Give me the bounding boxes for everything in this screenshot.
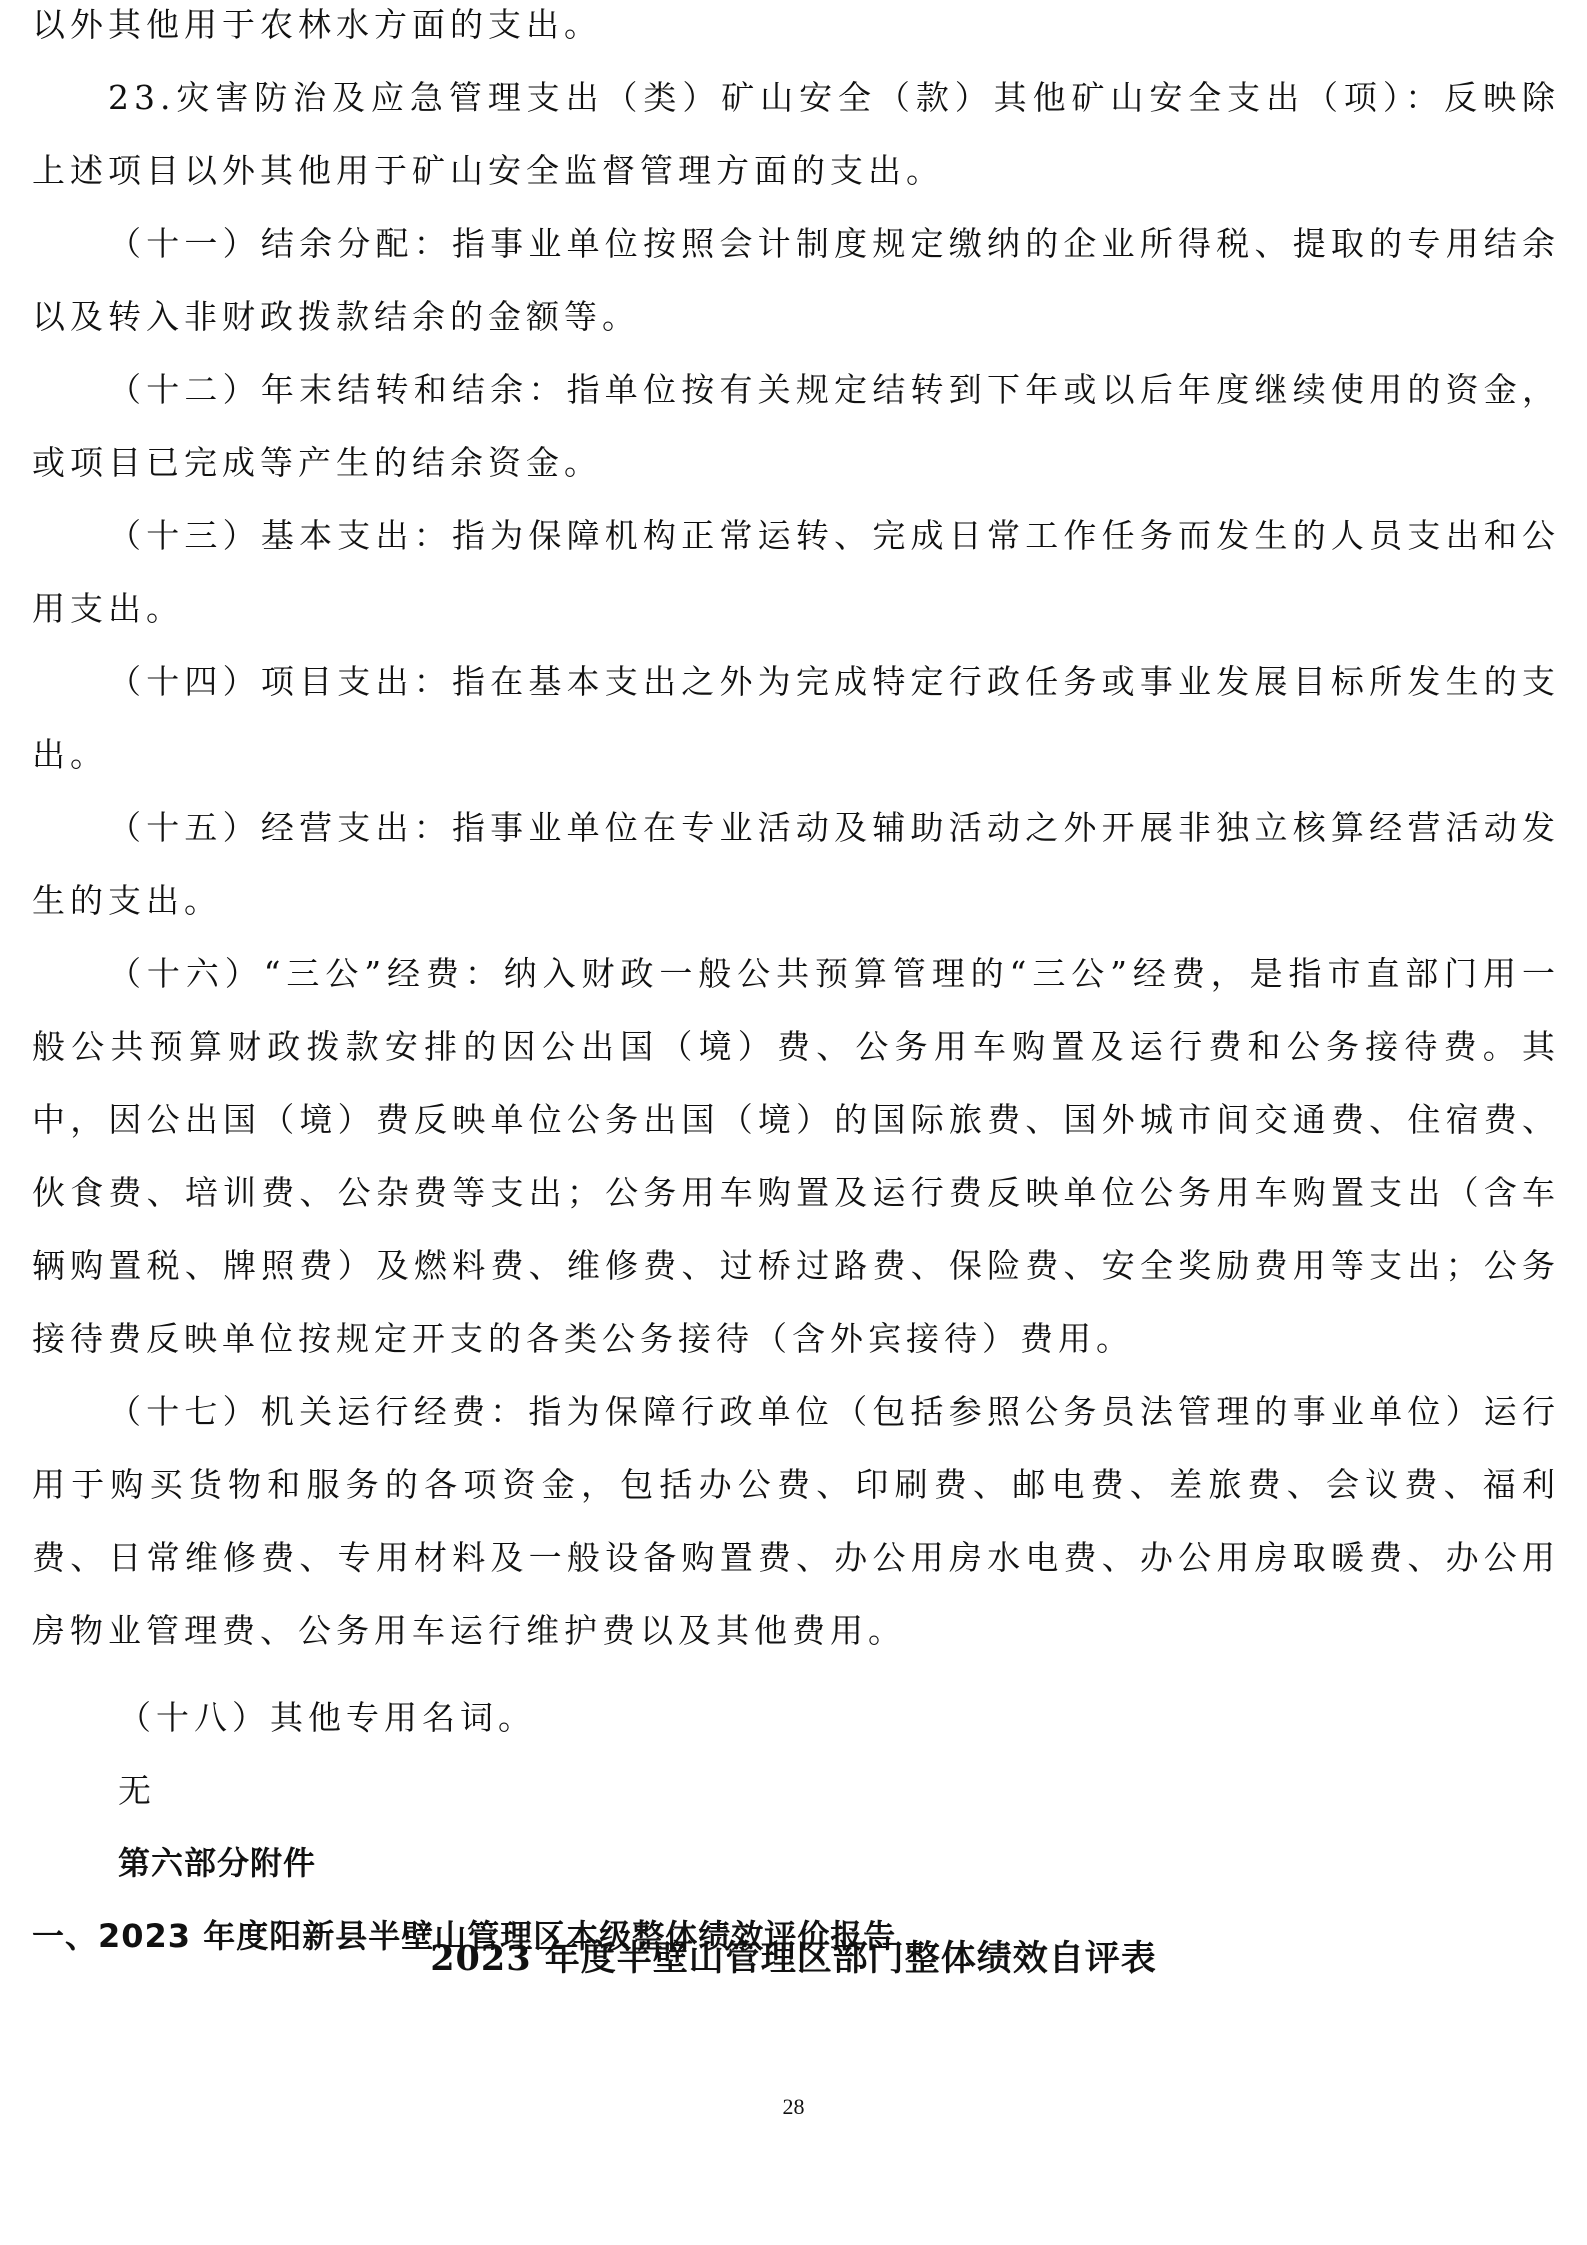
paragraph-item-13: （十三）基本支出：指为保障机构正常运转、完成日常工作任务而发生的人员支出和公用支出。 xyxy=(32,516,1560,628)
paragraph-continuation: 以外其他用于农林水方面的支出。 xyxy=(32,5,602,44)
paragraph-item-18: （十八）其他专用名词。 xyxy=(118,1698,536,1737)
page-number: 28 xyxy=(782,2094,805,2119)
paragraph-item-11: （十一）结余分配：指事业单位按照会计制度规定缴纳的企业所得税、提取的专用结余以及转入非财政拨款结余的金额等。 xyxy=(32,224,1560,336)
none-text: 无 xyxy=(118,1771,156,1810)
paragraph-item-17: （十七）机关运行经费：指为保障行政单位（包括参照公务员法管理的事业单位）运行用于购买货物和服务的各项资金，包括办公费、印刷费、邮电费、差旅费、会议费、福利费、日常维修费、专用材料及一般设备购置费、办公用房水电费、办公用房取暖费、办公用房物业管理费、公务用车运行维护费以及其他费用。 xyxy=(32,1392,1560,1650)
paragraph-item-15: （十五）经营支出：指事业单位在专业活动及辅助活动之外开展非独立核算经营活动发生的支出。 xyxy=(32,808,1560,920)
paragraph-item-12: （十二）年末结转和结余：指单位按有关规定结转到下年或以后年度继续使用的资金，或项目已完成等产生的结余资金。 xyxy=(32,370,1560,482)
part-six-title: 第六部分附件 xyxy=(118,1844,317,1882)
table-title: 2023 年度半壁山管理区部门整体绩效自评表 xyxy=(430,1938,1157,1979)
document-body xyxy=(32,0,1560,1973)
paragraph-item-16: （十六）“三公”经费：纳入财政一般公共预算管理的“三公”经费，是指市直部门用一般公共预算财政拨款安排的因公出国（境）费、公务用车购置及运行费和公务接待费。其中，因公出国（境）费反映单位公务出国（境）的国际旅费、国外城市间交通费、住宿费、伙食费、培训费、公杂费等支出；公务用车购置及运行费反映单位公务用车购置支出（含车辆购置税、牌照费）及燃料费、维修费、过桥过路费、保险费、安全奖励费用等支出；公务接待费反映单位按规定开支的各类公务接待（含外宾接待）费用。 xyxy=(32,954,1560,1358)
paragraph-item-14: （十四）项目支出：指在基本支出之外为完成特定行政任务或事业发展目标所发生的支出。 xyxy=(32,662,1560,774)
report-heading: 一、2023 年度阳新县半壁山管理区本级整体绩效评价报告 xyxy=(32,1917,897,1955)
paragraph-item-23: 23.灾害防治及应急管理支出（类）矿山安全（款）其他矿山安全支出（项）：反映除上述项目以外其他用于矿山安全监督管理方面的支出。 xyxy=(32,78,1560,190)
